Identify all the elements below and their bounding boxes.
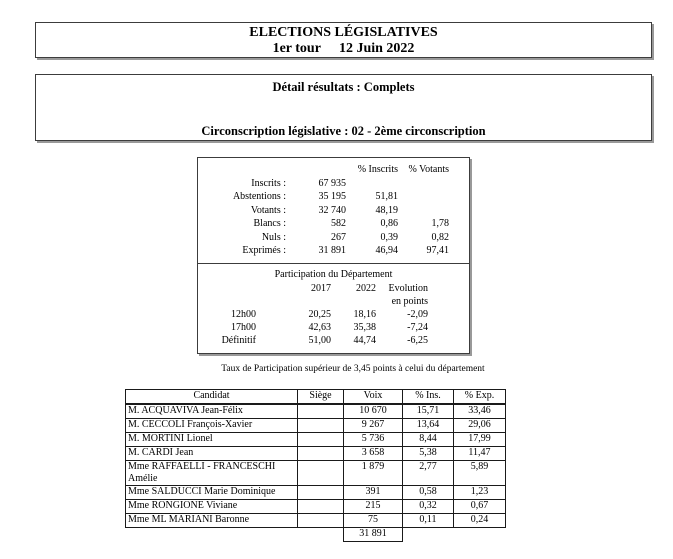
summary-pct-votants (398, 204, 449, 218)
summary-value: 582 (331, 218, 346, 229)
votes-cell: 5 736 (344, 433, 403, 447)
candidate-name: Mme RAFFAELLI - FRANCESCHI Amélie (126, 461, 298, 486)
participation-row (198, 308, 469, 321)
participation-row (198, 321, 469, 334)
votes-cell: 75 (344, 514, 403, 528)
result-row (126, 447, 506, 461)
result-row (126, 419, 506, 433)
participation-time-label: 12h00 (231, 309, 256, 320)
pct-exprimes-cell: 17,99 (454, 433, 506, 447)
col-header-pct-ins: % Ins. (403, 390, 454, 405)
col-header-pct-exp: % Exp. (454, 390, 506, 405)
seat-cell (298, 419, 344, 433)
participation-col-evolution-unit: en points (391, 296, 428, 307)
candidate-name: Mme ML MARIANI Baronne (126, 514, 298, 528)
candidate-name: Mme RONGIONE Viviane (126, 500, 298, 514)
summary-row (198, 204, 469, 218)
participation-col-2017: 2017 (311, 283, 331, 294)
participation-col-evolution: Evolution (388, 283, 428, 294)
votes-cell: 1 879 (344, 461, 403, 486)
summary-pct-votants: 0,82 (431, 231, 449, 243)
summary-pct-inscrits: 51,81 (375, 191, 398, 202)
summary-pct-inscrits: 0,39 (380, 231, 398, 243)
summary-label: Votants : (250, 204, 286, 216)
total-votes-cell: 31 891 (344, 528, 403, 542)
pct-inscrits-cell: 0,58 (403, 486, 454, 500)
summary-value: 31 891 (318, 245, 346, 256)
date-label: 12 Juin 2022 (338, 41, 415, 56)
pct-inscrits-cell: 2,77 (403, 461, 454, 486)
participation-evolution-value: -7,24 (407, 322, 428, 333)
col-header-candidat: Candidat (126, 390, 298, 405)
pct-exprimes-cell: 29,06 (454, 419, 506, 433)
votes-cell: 215 (344, 500, 403, 514)
participation-2022-value: 44,74 (353, 335, 376, 346)
detail-line: Détail résultats : Complets (272, 80, 415, 94)
col-header-voix: Voix (344, 390, 403, 405)
round-label: 1er tour (272, 41, 321, 56)
summary-value: 32 740 (318, 204, 346, 216)
votes-cell: 391 (344, 486, 403, 500)
summary-label: Exprimés : (242, 245, 286, 256)
summary-pct-inscrits: 46,94 (375, 245, 398, 256)
result-row (126, 500, 506, 514)
summary-label: Nuls : (261, 231, 286, 243)
summary-row (198, 217, 469, 231)
candidate-name: M. CECCOLI François-Xavier (126, 419, 298, 433)
candidate-name: M. CARDI Jean (126, 447, 298, 461)
summary-row (198, 244, 469, 258)
participation-time-label: Définitif (221, 335, 256, 346)
summary-col-votants: % Votants (408, 164, 449, 175)
summary-col-inscrits: % Inscrits (357, 164, 398, 175)
results-detail-box (35, 74, 652, 141)
participation-row (198, 334, 469, 347)
participation-box (197, 263, 470, 354)
participation-header-row (198, 282, 469, 295)
summary-value: 35 195 (318, 191, 346, 202)
summary-label: Abstentions : (232, 191, 286, 202)
summary-pct-inscrits: 0,86 (380, 218, 398, 229)
pct-inscrits-cell: 0,11 (403, 514, 454, 528)
summary-value: 67 935 (318, 177, 346, 189)
seat-cell (298, 404, 344, 419)
pct-inscrits-cell: 5,38 (403, 447, 454, 461)
results-total-row (126, 528, 506, 542)
summary-value: 267 (331, 231, 346, 243)
result-row (126, 404, 506, 419)
pct-exprimes-cell: 0,67 (454, 500, 506, 514)
pct-exprimes-cell: 0,24 (454, 514, 506, 528)
seat-cell (298, 433, 344, 447)
pct-exprimes-cell: 1,23 (454, 486, 506, 500)
seat-cell (298, 447, 344, 461)
summary-pct-inscrits: 48,19 (375, 204, 398, 216)
results-table (125, 389, 506, 542)
results-header-row (126, 390, 506, 405)
summary-pct-votants (398, 190, 449, 204)
summary-pct-inscrits (346, 177, 398, 191)
pct-inscrits-cell: 13,64 (403, 419, 454, 433)
votes-cell: 3 658 (344, 447, 403, 461)
summary-box (197, 157, 470, 265)
participation-2022-value: 35,38 (353, 322, 376, 333)
candidate-name: Mme SALDUCCI Marie Dominique (126, 486, 298, 500)
circonscription-line: Circonscription législative : 02 - 2ème circonscription (201, 124, 486, 138)
participation-2017-value: 51,00 (308, 335, 331, 346)
participation-col-2022: 2022 (356, 283, 376, 294)
election-header-box (35, 22, 652, 58)
report-subtitle (36, 41, 651, 57)
participation-evolution-value: -6,25 (407, 335, 428, 346)
result-row (126, 486, 506, 500)
seat-cell (298, 486, 344, 500)
summary-row (198, 190, 469, 204)
result-row (126, 514, 506, 528)
summary-pct-votants: 97,41 (426, 245, 449, 256)
votes-cell: 10 670 (344, 404, 403, 419)
col-header-siege: Siège (298, 390, 344, 405)
participation-header-row2 (198, 295, 469, 308)
pct-exprimes-cell: 5,89 (454, 461, 506, 486)
pct-exprimes-cell: 11,47 (454, 447, 506, 461)
seat-cell (298, 461, 344, 486)
report-title: ELECTIONS LÉGISLATIVES (249, 25, 438, 40)
participation-time-label: 17h00 (231, 322, 256, 333)
participation-note: Taux de Participation supérieur de 3,45 points à celui du département (221, 364, 485, 374)
votes-cell: 9 267 (344, 419, 403, 433)
participation-2022-value: 18,16 (353, 309, 376, 320)
summary-row (198, 177, 469, 191)
candidate-name: M. MORTINI Lionel (126, 433, 298, 447)
pct-inscrits-cell: 8,44 (403, 433, 454, 447)
seat-cell (298, 514, 344, 528)
summary-label: Inscrits : (251, 177, 286, 189)
summary-pct-votants: 1,78 (431, 218, 449, 229)
candidate-name: M. ACQUAVIVA Jean-Félix (126, 404, 298, 419)
participation-2017-value: 42,63 (308, 322, 331, 333)
participation-2017-value: 20,25 (308, 309, 331, 320)
participation-title: Participation du Département (274, 269, 393, 280)
result-row (126, 433, 506, 447)
result-row (126, 461, 506, 486)
seat-cell (298, 500, 344, 514)
participation-evolution-value: -2,09 (407, 309, 428, 320)
pct-exprimes-cell: 33,46 (454, 404, 506, 419)
pct-inscrits-cell: 15,71 (403, 404, 454, 419)
pct-inscrits-cell: 0,32 (403, 500, 454, 514)
summary-row (198, 231, 469, 245)
summary-label: Blancs : (253, 218, 286, 229)
summary-pct-votants (398, 177, 449, 191)
summary-header-row (198, 163, 469, 177)
